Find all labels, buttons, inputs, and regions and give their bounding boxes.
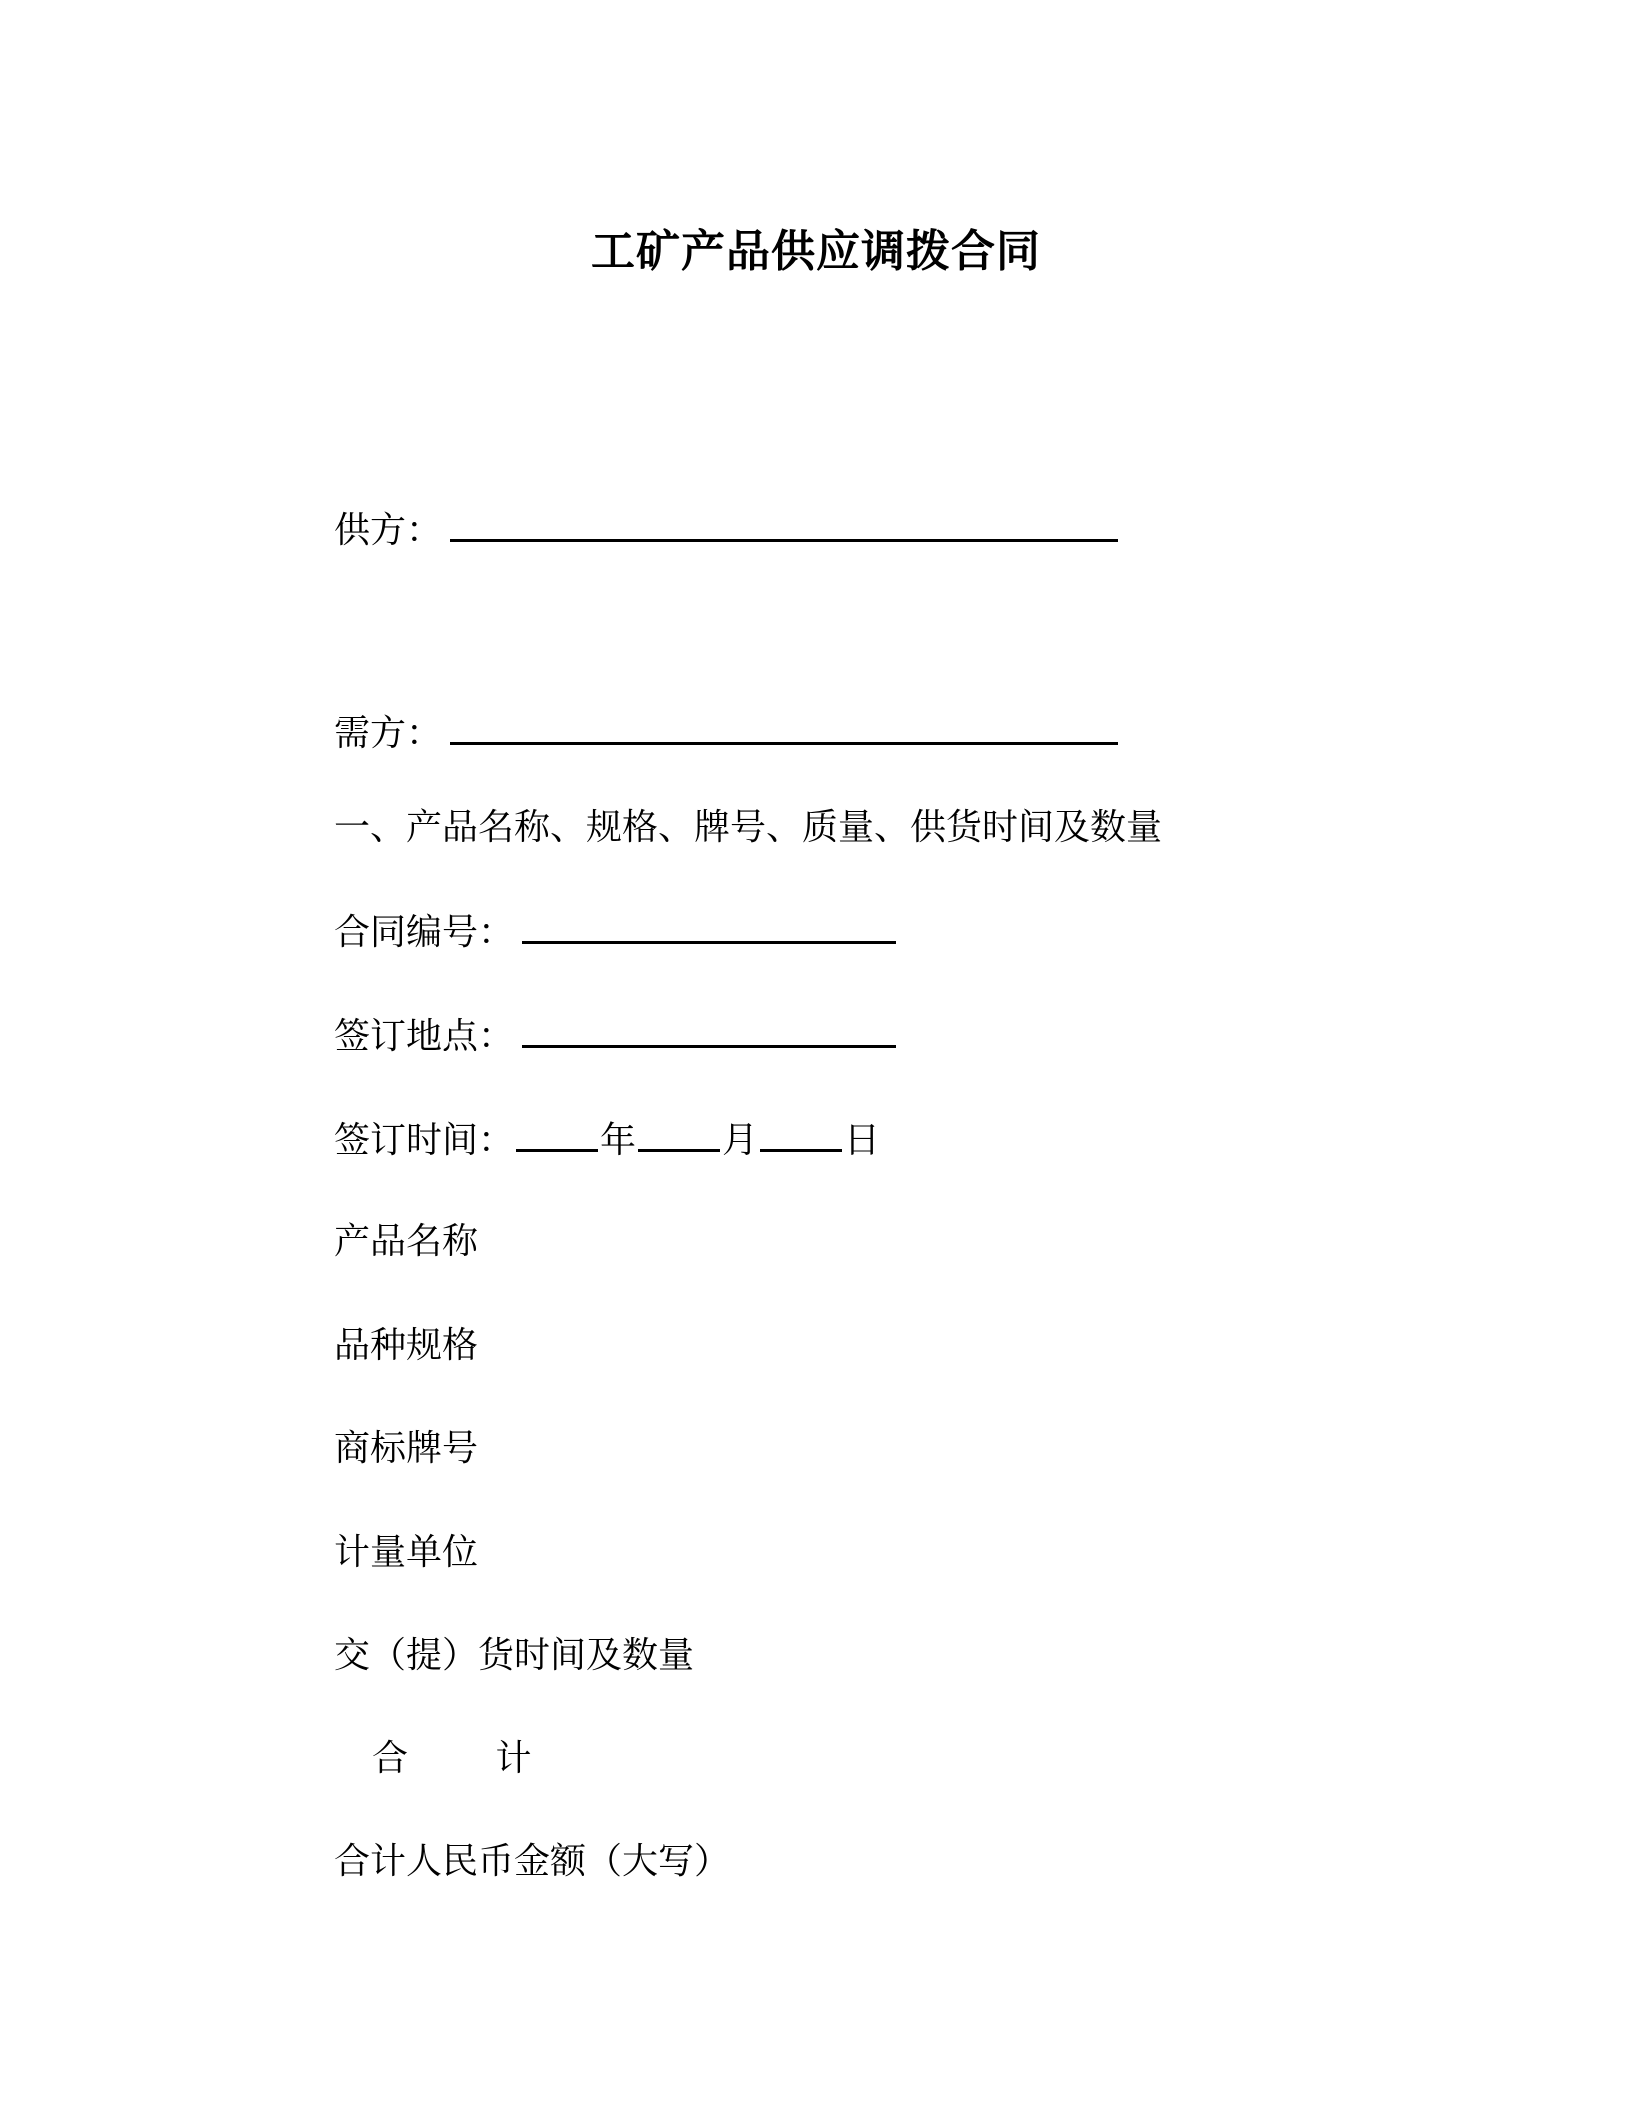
day-label: 日 bbox=[844, 1120, 881, 1161]
month-label: 月 bbox=[722, 1120, 759, 1161]
signing-place-blank[interactable] bbox=[522, 1011, 896, 1048]
trademark-label: 商标牌号 bbox=[334, 1428, 479, 1469]
contract-number-blank[interactable] bbox=[522, 907, 896, 944]
delivery-time-qty-label: 交（提）货时间及数量 bbox=[334, 1635, 695, 1676]
unit-label: 计量单位 bbox=[334, 1532, 479, 1573]
year-label: 年 bbox=[600, 1120, 637, 1161]
total-rmb-label: 合计人民币金额（大写） bbox=[334, 1841, 731, 1882]
month-blank[interactable] bbox=[638, 1115, 720, 1152]
document-title: 工矿产品供应调拨合同 bbox=[591, 226, 1041, 277]
signing-place-line bbox=[334, 1011, 896, 1061]
buyer-line bbox=[334, 708, 1118, 758]
supplier-blank[interactable] bbox=[450, 505, 1118, 542]
buyer-blank[interactable] bbox=[450, 708, 1118, 745]
signing-time-label: 签订时间： bbox=[334, 1120, 515, 1161]
total-label: 合 计 bbox=[372, 1738, 570, 1779]
signing-time-line bbox=[334, 1115, 880, 1165]
contract-number-label: 合同编号： bbox=[334, 912, 515, 953]
section-1-heading: 一、产品名称、规格、牌号、质量、供货时间及数量 bbox=[334, 807, 1163, 848]
supplier-line bbox=[334, 505, 1118, 555]
supplier-label: 供方： bbox=[334, 510, 443, 551]
day-blank[interactable] bbox=[760, 1115, 842, 1152]
buyer-label: 需方： bbox=[334, 713, 443, 754]
product-name-label: 产品名称 bbox=[334, 1221, 479, 1262]
signing-place-label: 签订地点： bbox=[334, 1016, 515, 1057]
contract-number-line bbox=[334, 907, 896, 957]
variety-spec-label: 品种规格 bbox=[334, 1325, 479, 1366]
year-blank[interactable] bbox=[516, 1115, 598, 1152]
